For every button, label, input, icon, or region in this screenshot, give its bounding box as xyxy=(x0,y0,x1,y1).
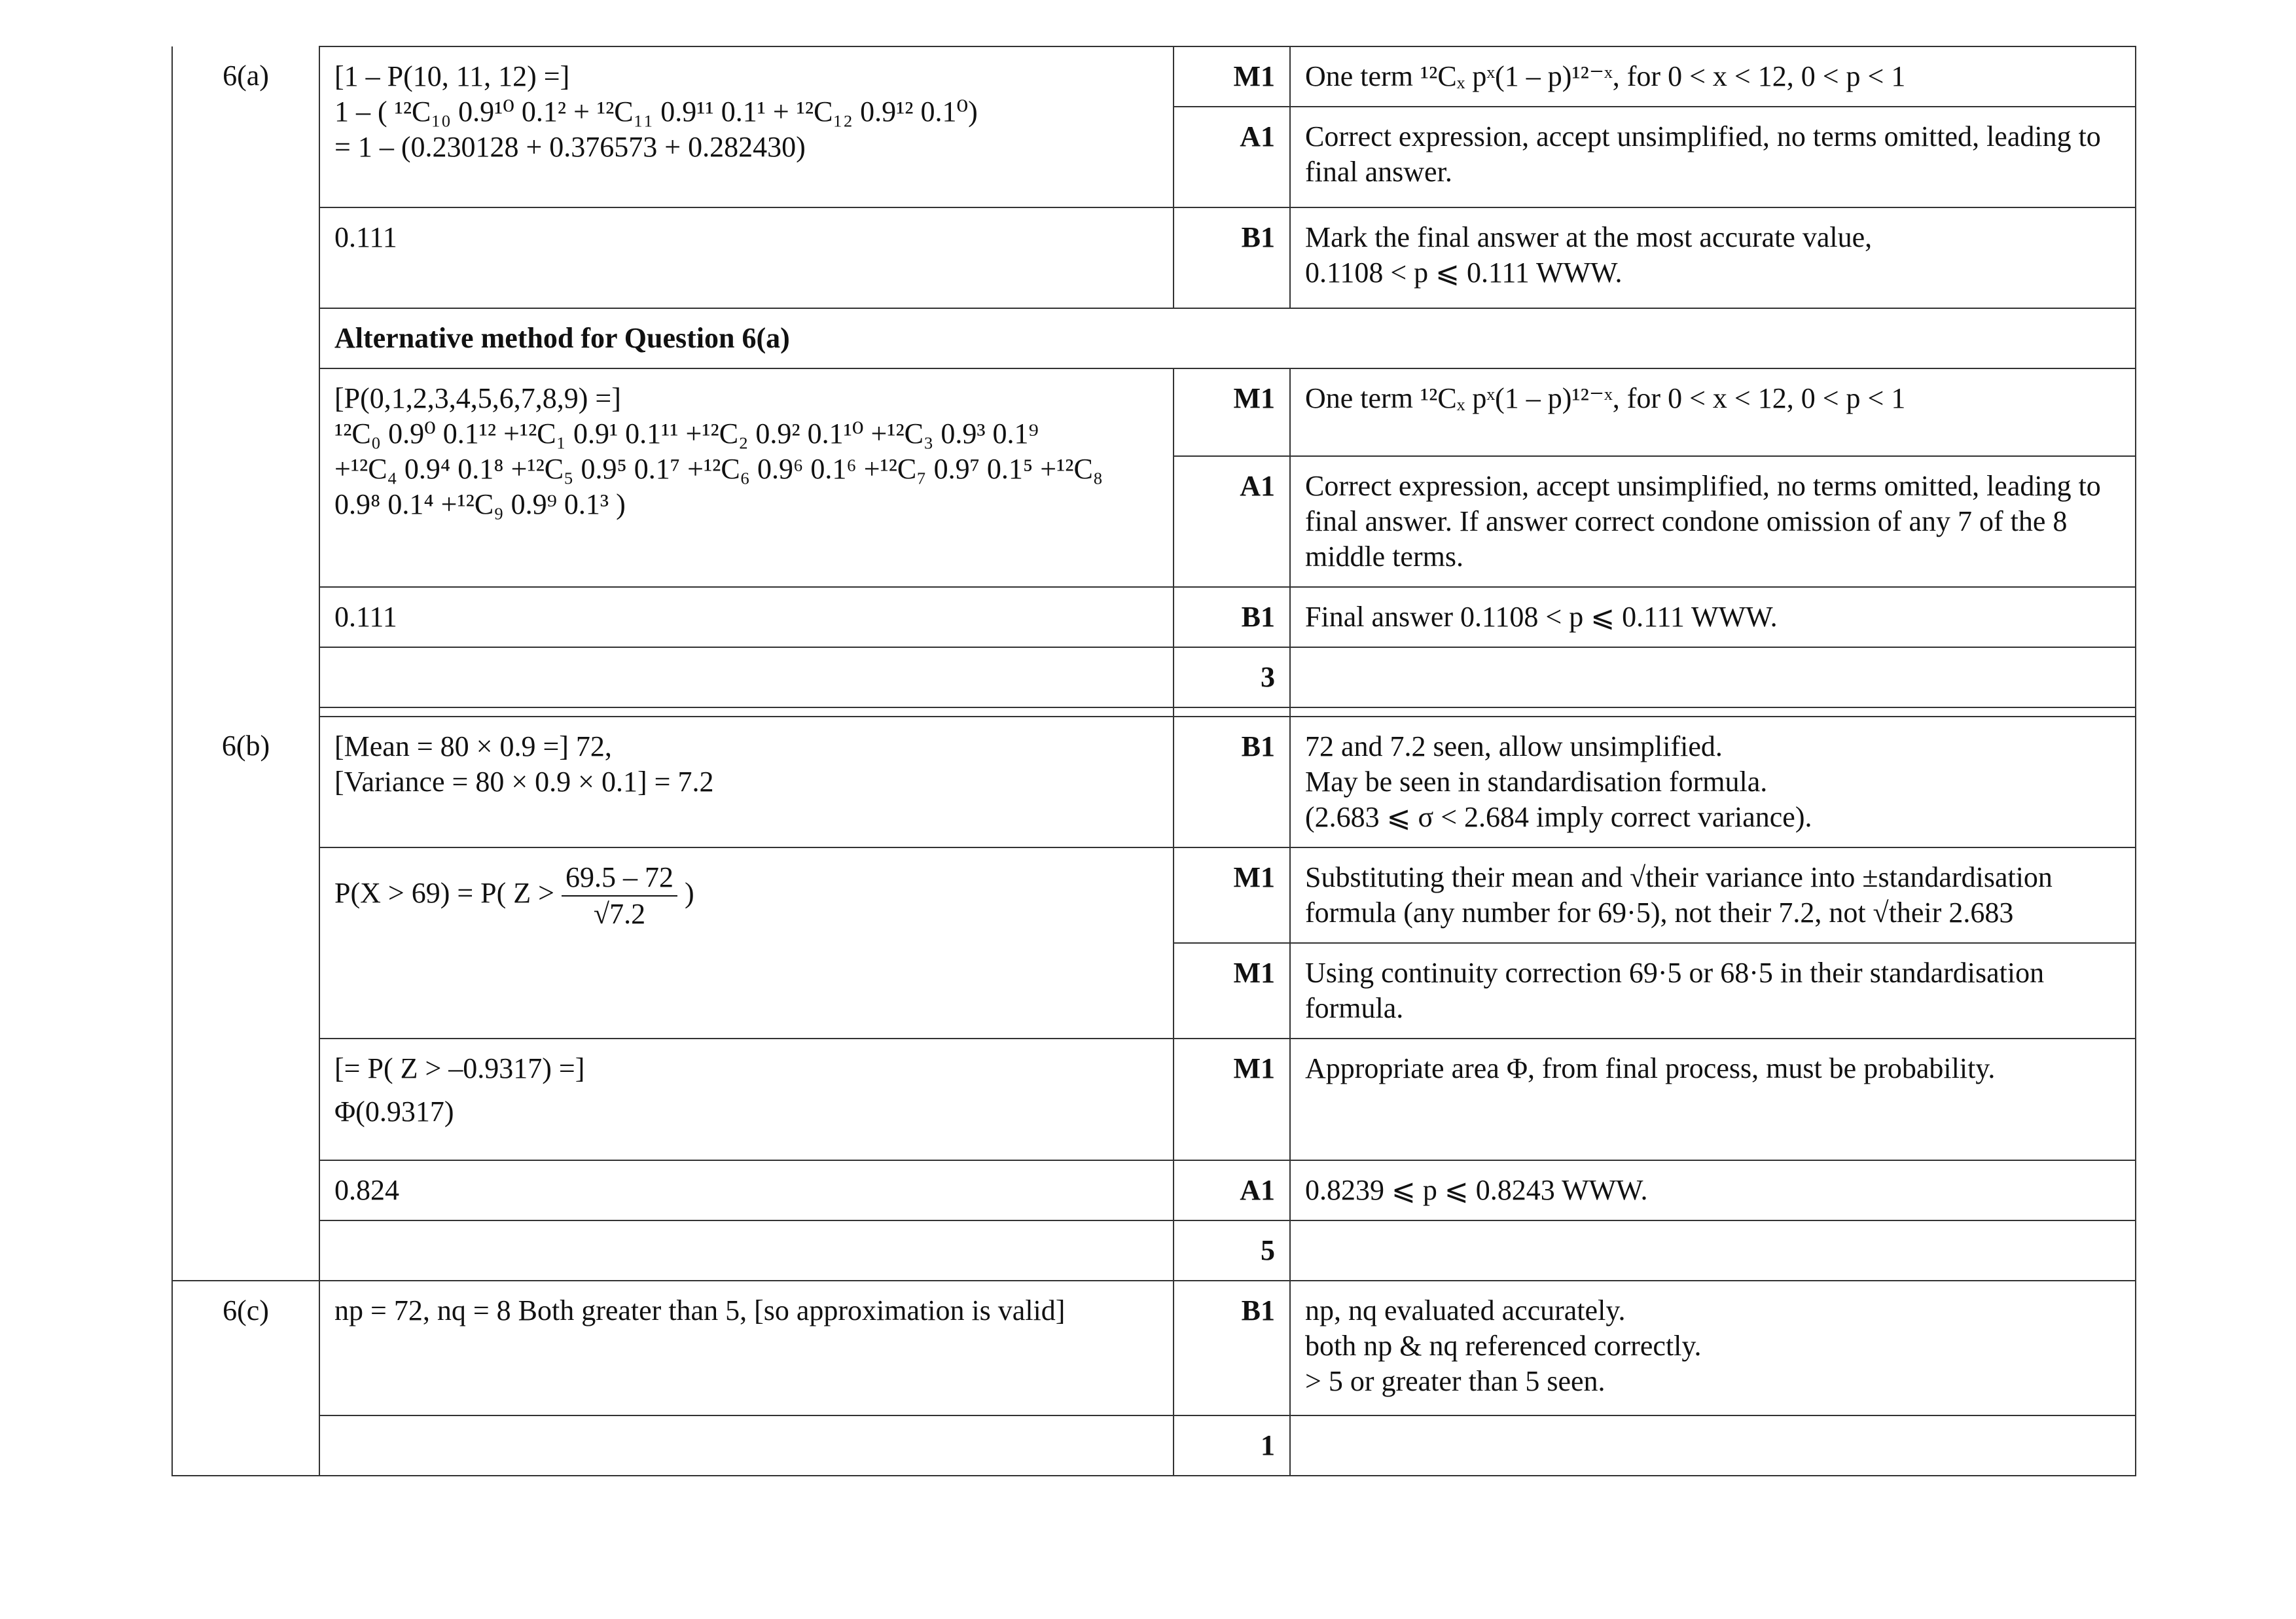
guidance-cell: One term ¹²Cₓ pˣ(1 – p)¹²⁻ˣ, for 0 < x < 12, 0 < p < 1 xyxy=(1290,46,2136,107)
answer-cell xyxy=(319,1415,1174,1476)
table-row xyxy=(172,647,2136,707)
mark-cell: M1 xyxy=(1174,368,1290,456)
total-marks: 5 xyxy=(1174,1220,1290,1281)
question-label: 6(c) xyxy=(172,1281,319,1476)
guidance-line: np, nq evaluated accurately. xyxy=(1305,1294,1626,1326)
mark-cell: B1 xyxy=(1174,207,1290,308)
answer-cell xyxy=(319,717,1174,847)
guidance-cell: Using continuity correction 69·5 or 68·5 in their standardisation formula. xyxy=(1290,943,2136,1039)
guidance-cell xyxy=(1290,647,2136,707)
total-marks: 3 xyxy=(1174,647,1290,707)
answer-cell xyxy=(319,1039,1174,1160)
guidance-cell: Substituting their mean and √their variance into ±standardisation formula (any number for 69·5), not their 7.2, not √their 2.683 xyxy=(1290,847,2136,943)
divider-cell xyxy=(1174,707,1290,717)
guidance-cell: Correct expression, accept unsimplified, no terms omitted, leading to final answer. xyxy=(1290,107,2136,207)
guidance-cell: Appropriate area Φ, from final process, must be probability. xyxy=(1290,1039,2136,1160)
mark-cell: A1 xyxy=(1174,456,1290,587)
guidance-cell xyxy=(1290,207,2136,308)
mark-cell: M1 xyxy=(1174,943,1290,1039)
guidance-cell xyxy=(1290,717,2136,847)
table-row xyxy=(172,1160,2136,1220)
guidance-cell xyxy=(1290,1415,2136,1476)
mark-cell: M1 xyxy=(1174,847,1290,943)
guidance-line: 0.1108 < p ⩽ 0.111 WWW. xyxy=(1305,257,1623,289)
mark-cell: A1 xyxy=(1174,107,1290,207)
guidance-cell: Correct expression, accept unsimplified, no terms omitted, leading to final answer. If answer correct condone omission of any 7 of the 8 middle terms. xyxy=(1290,456,2136,587)
answer-cell: np = 72, nq = 8 Both greater than 5, [so approximation is valid] xyxy=(319,1281,1174,1415)
answer-line: Φ(0.9317) xyxy=(334,1095,454,1128)
alternative-method-heading: Alternative method for Question 6(a) xyxy=(319,308,2136,368)
guidance-line: (2.683 ⩽ σ < 2.684 imply correct variance). xyxy=(1305,801,1812,833)
answer-line: [P(0,1,2,3,4,5,6,7,8,9) =] xyxy=(334,382,621,414)
table-row xyxy=(172,1220,2136,1281)
table-row xyxy=(172,308,2136,368)
answer-line: 1 – ( ¹²C₁₀ 0.9¹⁰ 0.1² + ¹²C₁₁ 0.9¹¹ 0.1¹ + ¹²C₁₂ 0.9¹² 0.1⁰) xyxy=(334,96,978,128)
guidance-cell: One term ¹²Cₓ pˣ(1 – p)¹²⁻ˣ, for 0 < x < 12, 0 < p < 1 xyxy=(1290,368,2136,456)
answer-cell xyxy=(319,1220,1174,1281)
table-row xyxy=(172,1039,2136,1160)
answer-cell xyxy=(319,847,1174,1039)
fraction-denominator: √7.2 xyxy=(593,898,646,930)
table-row xyxy=(172,1415,2136,1476)
guidance-cell xyxy=(1290,1220,2136,1281)
guidance-cell: 0.8239 ⩽ p ⩽ 0.8243 WWW. xyxy=(1290,1160,2136,1220)
answer-line: [= P( Z > –0.9317) =] xyxy=(334,1052,585,1084)
fraction-numerator: 69.5 – 72 xyxy=(562,860,677,897)
answer-cell: 0.111 xyxy=(319,207,1174,308)
answer-cell xyxy=(319,46,1174,207)
table-row xyxy=(172,46,2136,107)
answer-cell: 0.824 xyxy=(319,1160,1174,1220)
answer-line: 0.9⁸ 0.1⁴ +¹²C₉ 0.9⁹ 0.1³ ) xyxy=(334,488,626,520)
table-row xyxy=(172,1281,2136,1415)
answer-text: ) xyxy=(685,877,694,910)
mark-cell: B1 xyxy=(1174,717,1290,847)
table-row xyxy=(172,717,2136,847)
guidance-line: both np & nq referenced correctly. xyxy=(1305,1330,1702,1362)
answer-line: = 1 – (0.230128 + 0.376573 + 0.282430) xyxy=(334,131,806,163)
table-row xyxy=(172,207,2136,308)
mark-scheme-table xyxy=(171,46,2136,1476)
answer-cell xyxy=(319,647,1174,707)
mark-cell: A1 xyxy=(1174,1160,1290,1220)
mark-cell: M1 xyxy=(1174,46,1290,107)
mark-cell: M1 xyxy=(1174,1039,1290,1160)
guidance-line: 72 and 7.2 seen, allow unsimplified. xyxy=(1305,730,1723,762)
answer-cell xyxy=(319,368,1174,587)
answer-cell: 0.111 xyxy=(319,587,1174,647)
question-label: 6(a) xyxy=(172,46,319,717)
answer-line: +¹²C₄ 0.9⁴ 0.1⁸ +¹²C₅ 0.9⁵ 0.1⁷ +¹²C₆ 0.9⁶ 0.1⁶ +¹²C₇ 0.9⁷ 0.1⁵ +¹²C₈ xyxy=(334,453,1103,485)
guidance-line: > 5 or greater than 5 seen. xyxy=(1305,1365,1605,1397)
answer-line: [Mean = 80 × 0.9 =] 72, xyxy=(334,730,612,762)
divider-cell xyxy=(1290,707,2136,717)
answer-text: P(X > 69) = P( Z > xyxy=(334,877,554,910)
table-row xyxy=(172,587,2136,647)
mark-cell: B1 xyxy=(1174,587,1290,647)
table-row xyxy=(172,847,2136,943)
total-marks: 1 xyxy=(1174,1415,1290,1476)
question-label: 6(b) xyxy=(172,717,319,1281)
table-row xyxy=(172,368,2136,456)
guidance-line: May be seen in standardisation formula. xyxy=(1305,766,1768,798)
guidance-cell: Final answer 0.1108 < p ⩽ 0.111 WWW. xyxy=(1290,587,2136,647)
answer-line: ¹²C₀ 0.9⁰ 0.1¹² +¹²C₁ 0.9¹ 0.1¹¹ +¹²C₂ 0.9² 0.1¹⁰ +¹²C₃ 0.9³ 0.1⁹ xyxy=(334,418,1039,450)
guidance-cell xyxy=(1290,1281,2136,1415)
section-divider xyxy=(172,707,2136,717)
mark-cell: B1 xyxy=(1174,1281,1290,1415)
answer-line: [1 – P(10, 11, 12) =] xyxy=(334,60,570,92)
guidance-line: Mark the final answer at the most accurate value, xyxy=(1305,221,1873,253)
answer-line: [Variance = 80 × 0.9 × 0.1] = 7.2 xyxy=(334,766,714,798)
fraction xyxy=(562,860,677,932)
divider-cell xyxy=(319,707,1174,717)
